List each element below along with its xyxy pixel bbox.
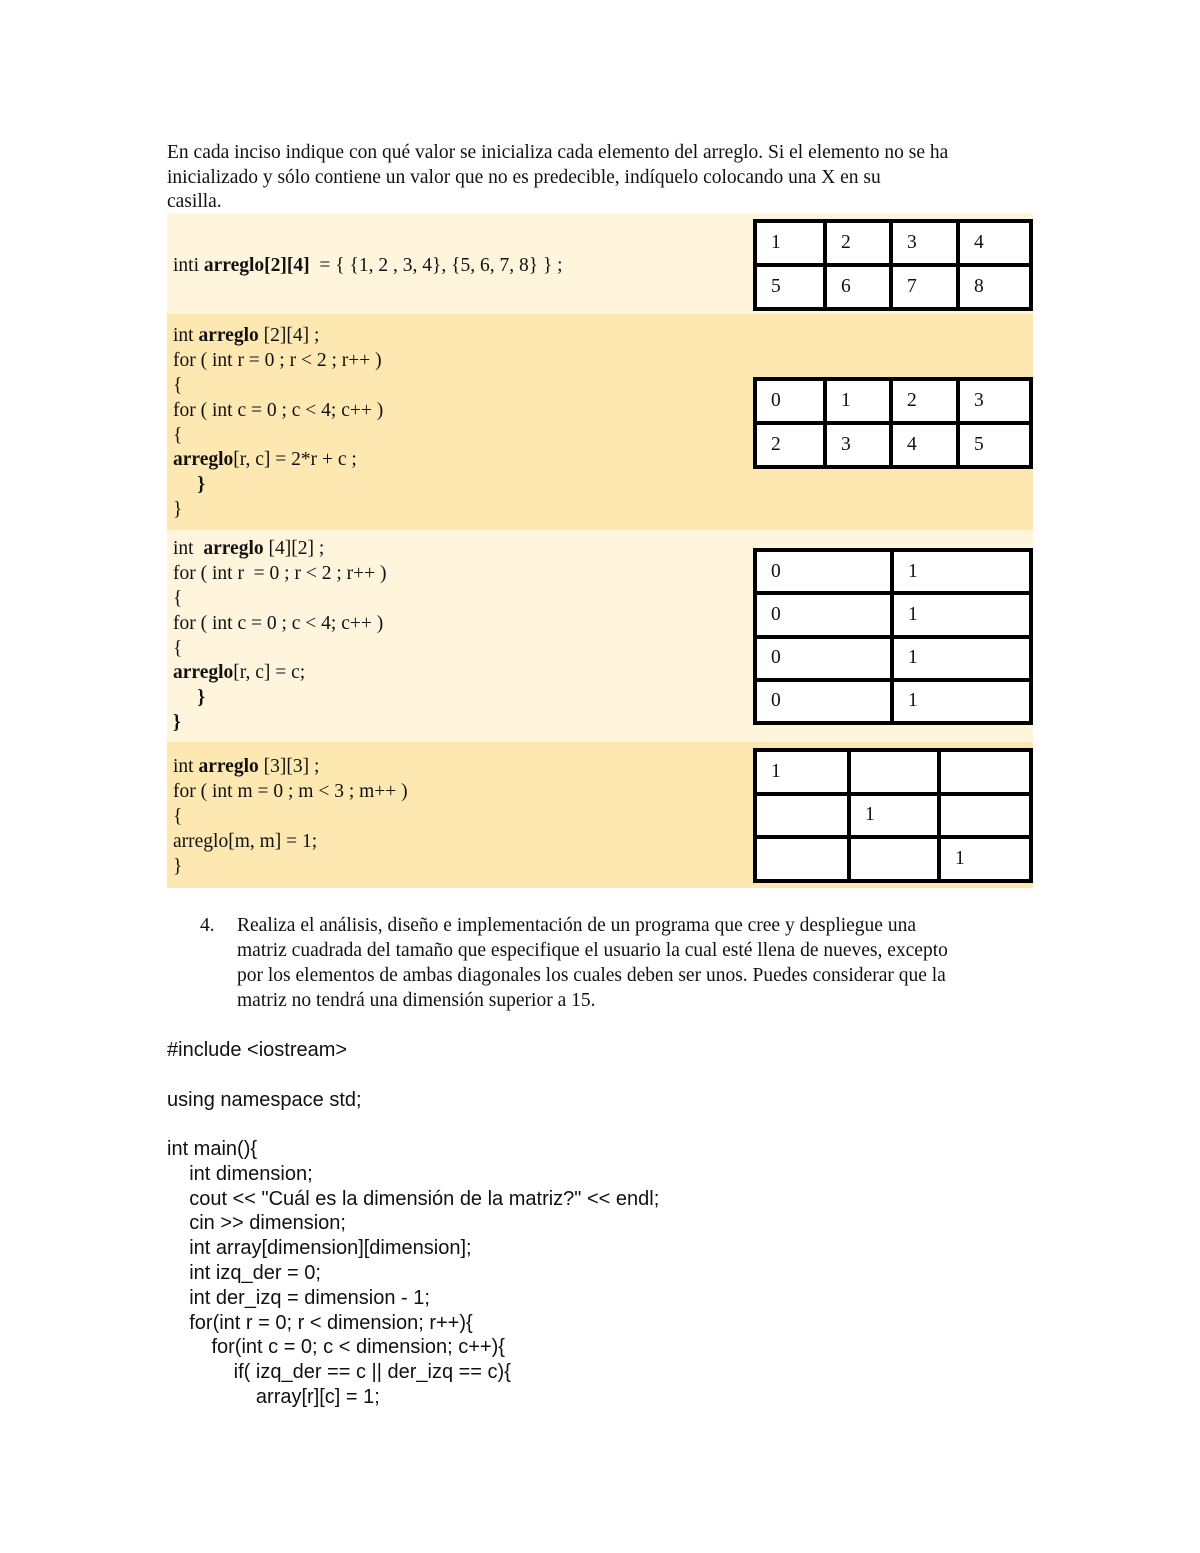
grid-cell[interactable]: 5 [958,423,1031,467]
question-number: 4. [200,915,215,936]
grid-cell[interactable]: 0 [755,379,825,423]
include-line: #include <iostream> [167,1039,348,1061]
code-line: for ( int r = 0 ; r < 2 ; r++ ) [173,349,382,371]
intro-line: inicializado y sólo contiene un valor que no es predecible, indíquelo colocando una X en su [167,167,881,188]
code-line: int dimension; [167,1162,313,1185]
answer-grid-4 [753,748,1033,883]
code-line: arreglo[m, m] = 1; [173,830,318,852]
code-line: int arreglo [3][3] ; [173,756,320,777]
grid-cell[interactable]: 4 [958,221,1031,265]
code-line: arreglo[r, c] = c; [173,662,306,684]
code-line: } [173,855,183,877]
grid-cell[interactable]: 7 [891,265,958,309]
grid-cell[interactable]: 6 [825,265,891,309]
grid-cell[interactable]: 2 [825,221,891,265]
grid-cell[interactable]: 8 [958,265,1031,309]
answer-grid-2 [753,377,1033,469]
code-line: cin >> dimension; [167,1212,346,1235]
grid-cell[interactable] [939,794,1031,838]
grid-cell[interactable]: 0 [755,593,892,636]
grid-cell[interactable] [849,750,939,794]
code-line: for ( int r = 0 ; r < 2 ; r++ ) [173,562,387,584]
code-line: } [197,474,206,496]
grid-cell[interactable]: 1 [849,794,939,838]
code-line: { [173,424,183,446]
answer-grid-3 [753,548,1033,725]
code-line: } [197,687,206,709]
grid-cell[interactable]: 0 [755,637,892,680]
code-line: arreglo[r, c] = 2*r + c ; [173,449,357,471]
grid-cell[interactable]: 2 [891,379,958,423]
main-function-code [167,1137,659,1410]
grid-cell[interactable]: 0 [755,680,892,723]
grid-cell[interactable]: 1 [939,837,1031,881]
code-line: for ( int m = 0 ; m < 3 ; m++ ) [173,780,408,802]
grid-cell[interactable]: 3 [891,221,958,265]
grid-cell[interactable] [939,750,1031,794]
question-line: por los elementos de ambas diagonales los cuales deben ser unos. Puedes considerar que la [237,965,946,986]
code-line: inti arreglo[2][4] = { {1, 2 , 3, 4}, {5, 6, 7, 8} } ; [173,255,563,276]
code-line: } [173,499,183,521]
grid-cell[interactable]: 2 [755,423,825,467]
grid-cell[interactable]: 1 [892,550,1031,593]
grid-cell[interactable] [849,837,939,881]
code-line: } [173,712,181,734]
code-line: int main(){ [167,1138,258,1160]
code-line: int arreglo [2][4] ; [173,325,320,346]
exercise-3-code [173,537,387,736]
exercise-1-code [173,254,563,279]
code-line: { [173,587,183,609]
exercise-2-code [173,324,383,523]
code-line: { [173,805,183,827]
code-line: if( izq_der == c || der_izq == c){ [167,1361,511,1384]
code-line: { [173,637,183,659]
code-line: for ( int c = 0 ; c < 4; c++ ) [173,399,384,421]
code-line: int array[dimension][dimension]; [167,1237,472,1260]
code-line: array[r][c] = 1; [167,1385,380,1408]
grid-cell[interactable] [755,837,849,881]
intro-line: En cada inciso indique con qué valor se inicializa cada elemento del arreglo. Si el elemento no se ha [167,142,949,163]
grid-cell[interactable]: 1 [755,221,825,265]
grid-cell[interactable]: 3 [825,423,891,467]
code-line: for(int r = 0; r < dimension; r++){ [167,1311,473,1334]
question-line: Realiza el análisis, diseño e implementación de un programa que cree y despliegue una [237,915,916,936]
grid-cell[interactable]: 1 [892,593,1031,636]
grid-cell[interactable]: 0 [755,550,892,593]
code-line: for(int c = 0; c < dimension; c++){ [167,1336,505,1359]
grid-cell[interactable]: 4 [891,423,958,467]
answer-grid-1 [753,219,1033,311]
intro-line: casilla. [167,191,222,212]
code-line: cout << "Cuál es la dimensión de la matriz?" << endl; [167,1187,660,1210]
code-line: for ( int c = 0 ; c < 4; c++ ) [173,612,384,634]
grid-cell[interactable]: 5 [755,265,825,309]
using-line: using namespace std; [167,1089,362,1111]
code-line: int izq_der = 0; [167,1261,321,1284]
grid-cell[interactable]: 1 [755,750,849,794]
code-line: int arreglo [4][2] ; [173,538,325,559]
code-line: { [173,374,183,396]
question-line: matriz no tendrá una dimensión superior a 15. [237,990,596,1011]
grid-cell[interactable]: 1 [892,637,1031,680]
code-line: int der_izq = dimension - 1; [167,1286,430,1309]
exercise-4-code [173,755,408,879]
question-line: matriz cuadrada del tamaño que especifique el usuario la cual esté llena de nueves, excepto [237,940,948,961]
grid-cell[interactable]: 3 [958,379,1031,423]
grid-cell[interactable] [755,794,849,838]
grid-cell[interactable]: 1 [892,680,1031,723]
grid-cell[interactable]: 1 [825,379,891,423]
